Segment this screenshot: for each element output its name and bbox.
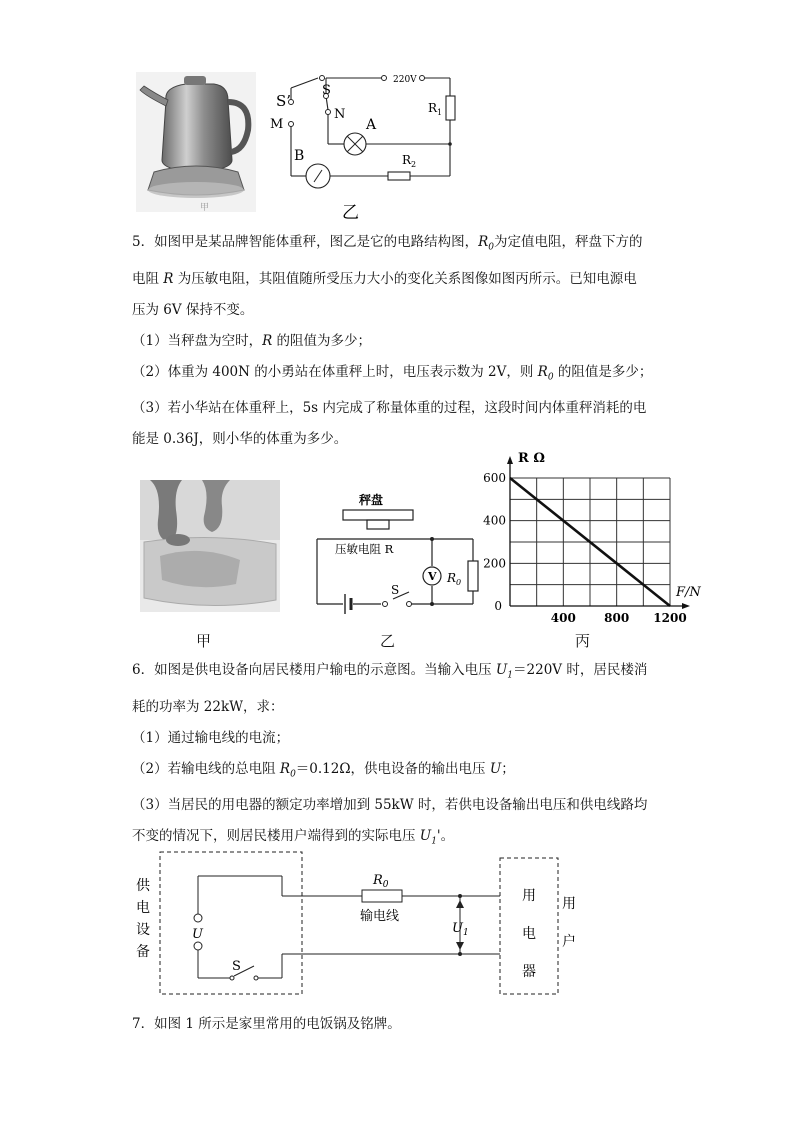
u1-label: $U_1$ bbox=[452, 921, 469, 938]
q5-sub1: （1）当秤盘为空时，R 的阻值为多少； bbox=[132, 332, 372, 349]
user-char-2: 户 bbox=[562, 934, 576, 950]
resistance-force-chart bbox=[483, 446, 701, 625]
r0-label: $R_0$ bbox=[447, 571, 462, 587]
q6-line2: 耗的功率为 22kW，求： bbox=[132, 698, 284, 715]
q6-sub2: （2）若输电线的总电阻 $R_0=0.12\Omega$，供电设备的输出电压 U； bbox=[132, 760, 515, 780]
s-label: S bbox=[232, 959, 241, 974]
y-tick-label: 200 bbox=[483, 556, 506, 571]
q6-sub3-line2: 不变的情况下，则居民楼用户端得到的实际电压 $U_1'$。 bbox=[132, 828, 455, 848]
r2-label: $R_2$ bbox=[402, 153, 417, 169]
kettle-circuit-diagram bbox=[262, 66, 472, 226]
y-tick-label: 600 bbox=[483, 471, 506, 485]
switch-s-prime-label: S’ bbox=[276, 92, 292, 110]
supply-char-1: 供 bbox=[136, 878, 150, 894]
sensor-label: 压敏电阻 R bbox=[335, 542, 394, 556]
q5-paragraph bbox=[132, 232, 672, 449]
q5-sub3-line2: 能是 0.36J，则小华的体重为多少。 bbox=[132, 431, 348, 448]
x-tick-label: 800 bbox=[604, 611, 630, 625]
label-b: B bbox=[294, 148, 305, 164]
supply-char-2: 电 bbox=[136, 900, 150, 916]
q5-sub3-line1: （3）若小华站在体重秤上，5s 内完成了称量体重的过程，这段时间内体重秤消耗的电 bbox=[132, 400, 647, 417]
y-tick-label: 400 bbox=[483, 513, 506, 528]
q6-sub3-line1: （3）当居民的用电器的额定功率增加到 55kW 时，若供电设备输出电压和供电线路均 bbox=[132, 797, 648, 814]
appliance-char-3: 器 bbox=[522, 964, 536, 980]
label-n: N bbox=[334, 107, 346, 122]
caption-bing: 丙 bbox=[575, 632, 591, 650]
appliance-char-2: 电 bbox=[522, 926, 536, 942]
q6-paragraph bbox=[132, 660, 672, 852]
q5-line1: 5．如图甲是某品牌智能体重秤，图乙是它的电路结构图，$R_0$为定值电阻，秤盘下方的 bbox=[132, 234, 643, 253]
q6-sub1: （1）通过输电线的电流； bbox=[132, 729, 290, 746]
user-char-1: 用 bbox=[562, 896, 576, 912]
voltmeter-symbol: V bbox=[428, 570, 437, 583]
q5-line2: 电阻 R 为压敏电阻，其阻值随所受压力大小的变化关系图像如图丙所示。已知电源电 bbox=[132, 270, 637, 287]
appliance-char-1: 用 bbox=[522, 888, 536, 904]
caption-yi-top: 乙 bbox=[342, 203, 359, 223]
scale-photo bbox=[140, 480, 280, 612]
scale-circuit-diagram bbox=[305, 494, 485, 618]
wire-label: 输电线 bbox=[360, 909, 400, 924]
kettle-photo bbox=[136, 72, 256, 212]
r1-label: $R_1$ bbox=[428, 101, 443, 117]
kettle-caption: 甲 bbox=[200, 203, 210, 213]
voltage-label: 220V bbox=[393, 75, 417, 85]
q5-line3: 压为 6V 保持不变。 bbox=[132, 301, 254, 318]
label-m: M bbox=[270, 117, 284, 132]
caption-yi: 乙 bbox=[380, 632, 396, 650]
y-axis-arrow bbox=[507, 456, 513, 464]
x-tick-label: 1200 bbox=[653, 611, 687, 625]
switch-label: S bbox=[391, 583, 400, 597]
q6-line1: 6．如图是供电设备向居民楼用户输电的示意图。当输入电压 $U_1=220V$ 时，居民楼消 bbox=[132, 662, 648, 681]
supply-char-3: 设 bbox=[136, 922, 150, 938]
power-supply-diagram bbox=[130, 848, 610, 998]
x-axis-arrow bbox=[682, 603, 690, 609]
origin-label: 0 bbox=[494, 599, 502, 613]
u-label: U bbox=[192, 927, 203, 942]
q7-line1: 7．如图 1 所示是家里常用的电饭锅及铭牌。 bbox=[132, 1016, 401, 1032]
q7-paragraph bbox=[132, 1014, 672, 1034]
x-axis-label: F/N bbox=[676, 585, 701, 600]
supply-char-4: 备 bbox=[136, 944, 150, 960]
x-tick-label: 400 bbox=[550, 611, 576, 625]
caption-jia: 甲 bbox=[196, 632, 212, 650]
q5-sub2: （2）体重为 400N 的小勇站在体重秤上时，电压表示数为 2V，则 $R_0$ 的阻值是多少； bbox=[132, 363, 653, 383]
pan-label: 秤盘 bbox=[359, 493, 384, 507]
y-axis-label: R Ω bbox=[518, 451, 545, 466]
r0-label: $R_0$ bbox=[373, 873, 389, 890]
label-s: S bbox=[322, 83, 331, 98]
label-a: A bbox=[366, 117, 377, 133]
